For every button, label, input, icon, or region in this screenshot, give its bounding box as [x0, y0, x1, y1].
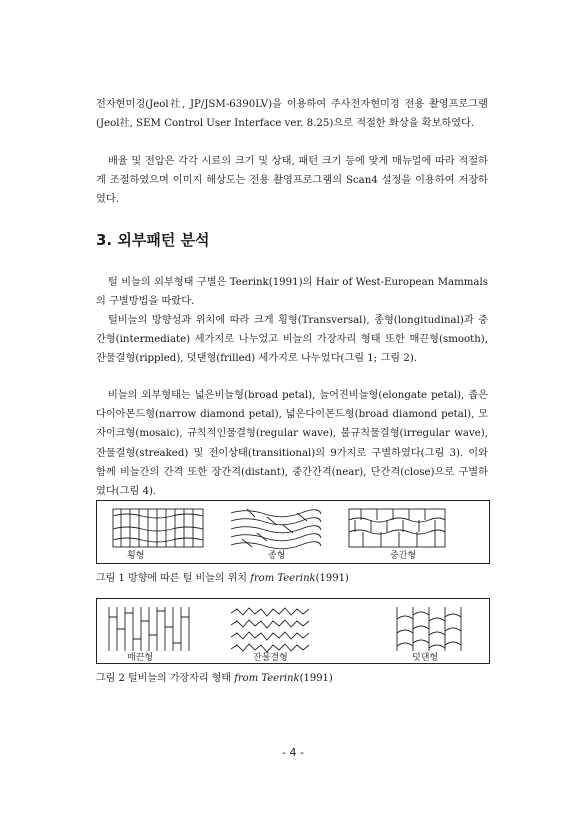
- figure-1-caption-year: (1991): [315, 573, 349, 584]
- paragraph-teerink-method: 털 비늘의 외부형태 구별은 Teerink(1991)의 Hair of West-European Mammals의 구별방법을 따랐다.: [96, 277, 488, 308]
- intermediate-scale-illustration: [349, 509, 445, 547]
- figure-2-caption-text: 그림 2 털비늘의 가장자리 형태: [96, 673, 235, 684]
- frilled-margin-illustration: [397, 607, 461, 651]
- section-heading: 3. 외부패턴 분석: [96, 231, 210, 249]
- smooth-margin-illustration: [109, 607, 189, 651]
- figure-1-label-transversal: 횡형: [127, 551, 145, 561]
- figure-2-label-smooth: 매끈형: [127, 653, 154, 663]
- figure-2-label-rippled: 잔물결형: [253, 653, 288, 663]
- figure-1-label-longitudinal: 종형: [268, 551, 286, 561]
- figure-1-label-intermediate: 중간형: [390, 551, 417, 561]
- figure-2-scale-margin: [96, 598, 490, 664]
- paragraph-scale-patterns: 비늘의 외부형태는 넓은비늘형(broad petal), 늘어진비늘형(elongate petal), 좁은다이아몬드형(narrow diamond petal), 넓은다이몬드형(broad diamond petal), 모자이크형(mosaic), 규칙적인물결형(regular wave), 불규칙물결형(irregular wave), 잔물결형(streaked) 및 전이상태(transitional)의 9가지로 구별하였다(그림 3). 이와 함께 비늘간의 간격 또한 장간격(distant), 중간간격(near), 단간격(close)으로 구별하였다(그림 4).: [96, 390, 488, 498]
- rippled-margin-illustration: [231, 608, 309, 652]
- figure-2-caption: [96, 669, 333, 684]
- figure-2-label-frilled: 덧댄형: [412, 653, 439, 663]
- figure-1-scale-position: [96, 500, 490, 564]
- paragraph-sem-equipment: 전자현미경(Jeol社, JP/JSM-6390LV)을 이용하여 주사전자현미경 전용 촬영프로그램(Jeol社, SEM Control User Interface ver. 8.25)으로 적절한 화상을 확보하였다.: [96, 99, 488, 130]
- paragraph-scale-direction: 털비늘의 방향성과 위치에 따라 크게 횡형(Transversal), 종형(longitudinal)과 중간형(intermediate) 세가지로 나누었고 비늘의 가장자리 형태 또한 매끈형(smooth), 잔물결형(rippled), 덧댄형(frilled) 세가지로 나누었다(그림 1; 그림 2).: [96, 315, 488, 365]
- transversal-scale-illustration: [113, 509, 203, 547]
- paragraph-magnification: 배율 및 전압은 각각 시료의 크기 및 상태, 패턴 크기 등에 맞게 매뉴얼에 따라 적절하게 조절하였으며 이미지 해상도는 전용 촬영프로그램의 Scan4 설정을 이용하여 저장하였다.: [96, 156, 488, 206]
- figure-1-caption: [96, 569, 349, 584]
- figure-2-caption-year: (1991): [299, 673, 333, 684]
- longitudinal-scale-illustration: [231, 509, 321, 549]
- figure-2-caption-source: from Teerink: [234, 673, 300, 684]
- page-number: - 4 -: [282, 746, 304, 759]
- figure-1-caption-source: from Teerink: [250, 573, 316, 584]
- figure-1-caption-text: 그림 1 방향에 따른 털 비늘의 위치: [96, 573, 251, 584]
